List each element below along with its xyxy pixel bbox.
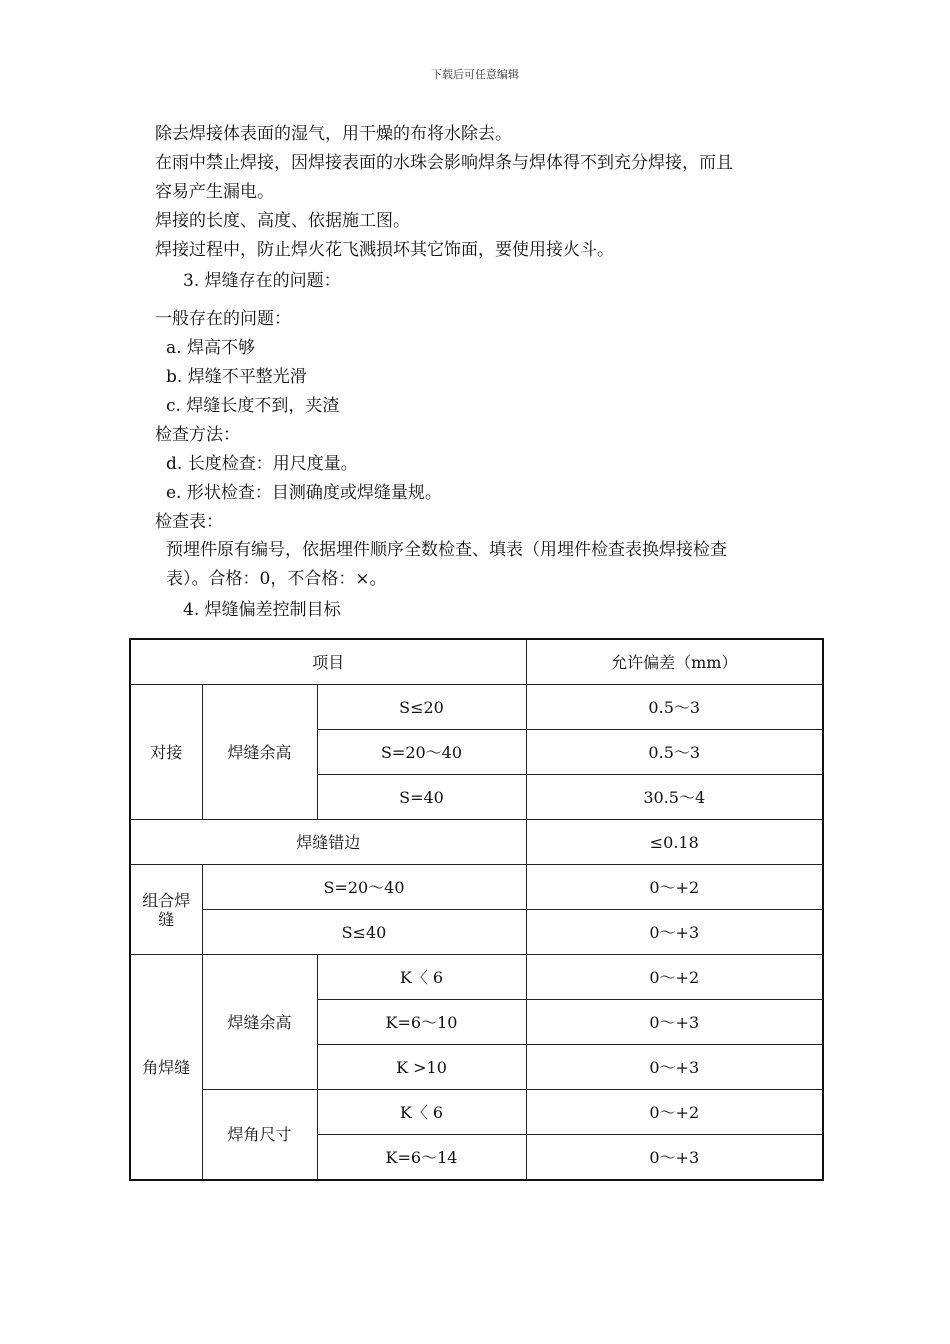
tolerance-cell: 0.5～3 bbox=[526, 685, 823, 730]
paragraph-check-method: 检查方法： bbox=[155, 425, 240, 445]
paragraph-4: 焊接的长度、高度、依据施工图。 bbox=[155, 211, 410, 231]
group-fillet-weld: 角焊缝 bbox=[130, 955, 202, 1181]
condition-cell: S≤40 bbox=[202, 910, 526, 955]
tolerance-cell: 0～+3 bbox=[526, 1135, 823, 1181]
list-item-a: a. 焊高不够 bbox=[166, 338, 255, 358]
tolerance-cell: 0～+3 bbox=[526, 1045, 823, 1090]
group-butt: 对接 bbox=[130, 685, 202, 820]
group-combo-weld: 组合焊缝 bbox=[130, 865, 202, 955]
header-tolerance: 允许偏差（mm） bbox=[526, 639, 823, 685]
list-item-c: c. 焊缝长度不到，夹渣 bbox=[166, 396, 340, 416]
list-item-d: d. 长度检查：用尺度量。 bbox=[166, 454, 358, 474]
condition-cell: S=40 bbox=[317, 775, 526, 820]
misalign-label: 焊缝错边 bbox=[130, 820, 526, 865]
list-item-b: b. 焊缝不平整光滑 bbox=[166, 367, 307, 387]
table-header-row bbox=[130, 639, 823, 685]
subgroup-fillet-height: 焊缝余高 bbox=[202, 955, 317, 1090]
condition-cell: S≤20 bbox=[317, 685, 526, 730]
table-row bbox=[130, 910, 823, 955]
paragraph-embedded-2: 表）。合格：0，不合格：×。 bbox=[166, 569, 387, 589]
tolerance-cell: 0～+2 bbox=[526, 1090, 823, 1135]
tolerance-cell: 0～+3 bbox=[526, 1000, 823, 1045]
page-header: 下载后可任意编辑 bbox=[431, 68, 519, 81]
tolerance-cell: 30.5～4 bbox=[526, 775, 823, 820]
table-row bbox=[130, 1090, 823, 1135]
paragraph-general-problems: 一般存在的问题： bbox=[155, 309, 291, 329]
paragraph-2: 在雨中禁止焊接，因焊接表面的水珠会影响焊条与焊体得不到充分焊接，而且 bbox=[155, 153, 733, 173]
table-row bbox=[130, 820, 823, 865]
subgroup-weld-height: 焊缝余高 bbox=[202, 685, 317, 820]
table-row bbox=[130, 685, 823, 730]
table-row bbox=[130, 955, 823, 1000]
section-heading-3: 3. 焊缝存在的问题： bbox=[183, 271, 341, 291]
tolerance-cell: 0～+3 bbox=[526, 910, 823, 955]
table-row bbox=[130, 865, 823, 910]
paragraph-3: 容易产生漏电。 bbox=[155, 182, 274, 202]
tolerance-cell: 0～+2 bbox=[526, 865, 823, 910]
paragraph-5: 焊接过程中，防止焊火花飞溅损坏其它饰面，要使用接火斗。 bbox=[155, 240, 614, 260]
subgroup-leg-size: 焊角尺寸 bbox=[202, 1090, 317, 1181]
condition-cell: K〈 6 bbox=[317, 1090, 526, 1135]
condition-cell: K〈 6 bbox=[317, 955, 526, 1000]
condition-cell: S=20～40 bbox=[317, 730, 526, 775]
condition-cell: K=6～10 bbox=[317, 1000, 526, 1045]
tolerance-cell: ≤0.18 bbox=[526, 820, 823, 865]
list-item-e: e. 形状检查：目测确度或焊缝量规。 bbox=[166, 483, 442, 503]
paragraph-check-table: 检查表： bbox=[155, 512, 223, 532]
condition-cell: K >10 bbox=[317, 1045, 526, 1090]
tolerance-table bbox=[129, 638, 824, 1181]
header-item: 项目 bbox=[130, 639, 526, 685]
paragraph-embedded-1: 预埋件原有编号，依据埋件顺序全数检查、填表（用埋件检查表换焊接检查 bbox=[166, 540, 727, 560]
section-heading-4: 4. 焊缝偏差控制目标 bbox=[183, 600, 341, 620]
condition-cell: K=6～14 bbox=[317, 1135, 526, 1181]
tolerance-cell: 0.5～3 bbox=[526, 730, 823, 775]
paragraph-1: 除去焊接体表面的湿气，用干燥的布将水除去。 bbox=[155, 124, 512, 144]
tolerance-cell: 0～+2 bbox=[526, 955, 823, 1000]
condition-cell: S=20～40 bbox=[202, 865, 526, 910]
